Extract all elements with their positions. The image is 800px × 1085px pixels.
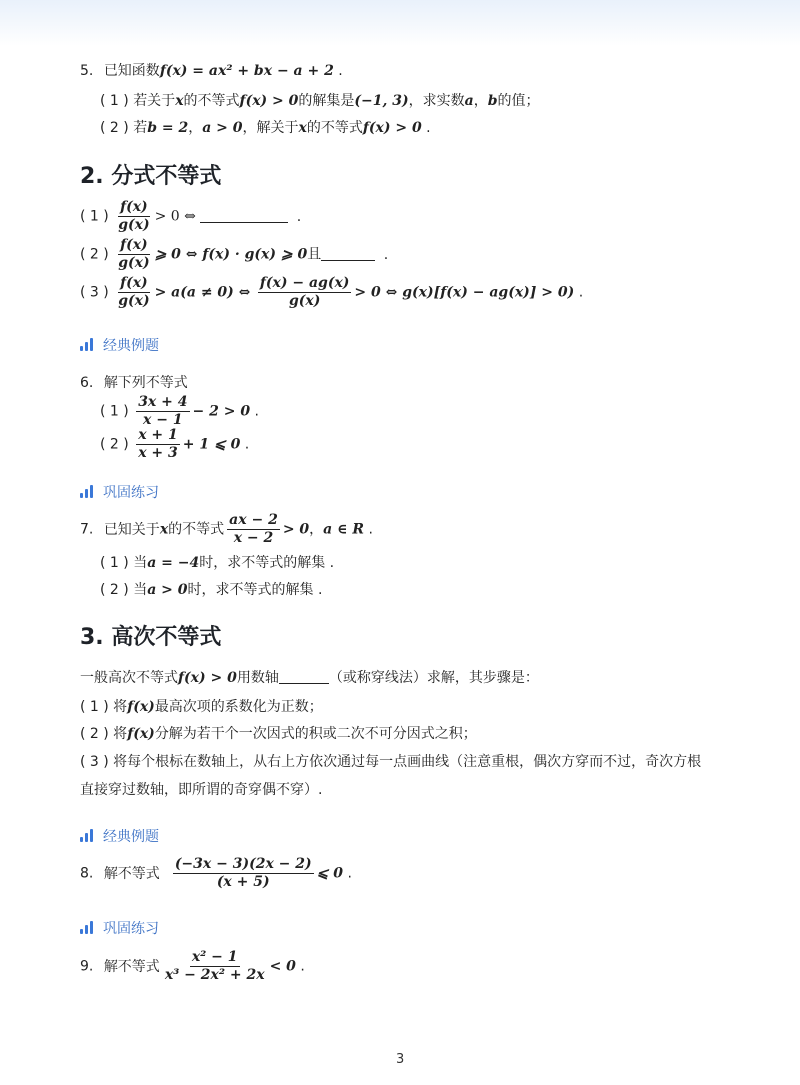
fraction-numerator: f(x) [120,237,148,253]
question-6-part-1 [100,394,259,429]
fraction [116,237,151,272]
text: 时，求不等式的解集 [187,582,314,598]
text: 用数轴 [236,670,279,686]
text: 且 [307,246,322,263]
math-expression: b = 2 [147,120,189,136]
question-number: 6. [80,375,94,391]
math-expression: a ∈ R [323,521,364,538]
question-5-part-2 [100,118,431,138]
punctuation: . [338,63,343,79]
text: 已知关于 [103,521,160,538]
fraction [173,856,314,891]
subheading-label: 经典例题 [103,829,159,845]
answer-blank[interactable] [200,208,288,223]
question-stem: 已知函数 [103,63,160,79]
section-heading-2: 2. 分式不等式 [80,164,222,189]
punctuation: . [317,582,323,598]
text: ， [188,120,203,136]
math-expression: − 2 > 0 [192,403,251,420]
question-8 [80,856,352,891]
part-label: ( 2 ) [100,120,129,136]
fraction [258,275,352,310]
text: 若关于 [133,93,176,109]
question-stem: 解下列不等式 [103,375,188,391]
math-expression: > 0 [282,521,310,538]
subheading-label: 巩固练习 [103,921,159,937]
math-expression: f(x) > 0 [239,93,299,109]
fraction [136,427,180,462]
text: （或称穿线法）求解，其步骤是： [328,670,539,686]
question-number: 5. [80,63,94,79]
math-expression: f(x) = ax² + bx − a + 2 [159,63,334,79]
fraction-denominator: g(x) [118,217,150,233]
rule-label: ( 2 ) [80,246,109,263]
part-label: ( 2 ) [100,582,129,598]
question-7-part-1 [100,553,334,573]
fraction-numerator: f(x) [120,199,148,215]
fraction-denominator: g(x) [118,255,150,271]
question-5-part-1 [100,91,539,111]
text: 一般高次不等式 [80,670,178,686]
subheading-label: 巩固练习 [103,485,159,501]
punctuation: . [300,958,305,975]
question-5 [80,61,343,81]
question-number: 7. [80,521,94,538]
bar-chart-icon [80,337,96,351]
answer-blank[interactable] [321,246,375,261]
math-var: a [464,93,474,109]
math-expression: ⩽ 0 [316,865,344,882]
text: 的不等式 [306,120,363,136]
step-3-line-2: 直接穿过数轴，即所谓的奇穿偶不穿）. [80,782,323,798]
math-expression: a > 0 [202,120,243,136]
text: 分解为若干个一次因式的积或二次不可分因式之积； [154,726,477,742]
question-stem: 解不等式 [103,958,160,975]
subheading-classic-examples [80,336,159,356]
fraction-denominator: (x + 5) [216,874,270,890]
subheading-practice [80,919,159,939]
text: 当 [133,555,148,571]
question-9 [80,949,305,984]
math-expression: + 1 ⩽ 0 [182,436,241,453]
fraction-denominator: x + 3 [138,445,178,461]
section-heading-3: 3. 高次不等式 [80,625,222,650]
fraction-numerator: 3x + 4 [138,394,188,410]
part-label: ( 1 ) [100,555,129,571]
text: ( 1 ) 将 [80,699,128,715]
answer-blank[interactable] [279,669,329,684]
math-expression: > 0 ⇔ [154,208,196,225]
subheading-practice [80,483,159,503]
text: 的解集是 [298,93,355,109]
fraction-numerator: x² − 1 [191,949,238,965]
text: ， [473,93,488,109]
question-6-part-2 [100,427,249,462]
step-2 [80,724,477,744]
header-band [0,0,800,46]
part-label: ( 1 ) [100,93,129,109]
rule-label: ( 1 ) [80,208,109,225]
fraction-denominator: x − 1 [143,412,183,428]
math-expression: f(x) [127,726,155,742]
punctuation: . [578,284,584,301]
text: ，求实数 [408,93,465,109]
math-expression: f(x) > 0 [362,120,422,136]
rule-2 [80,237,388,272]
fraction-numerator: f(x) [120,275,148,291]
part-label: ( 2 ) [100,436,129,453]
fraction [163,949,267,984]
fraction-numerator: (−3x − 3)(2x − 2) [174,856,312,872]
question-stem: 解不等式 [103,865,160,882]
text: 的不等式 [183,93,240,109]
page-number: 3 [396,1052,405,1067]
fraction-numerator: f(x) − ag(x) [259,275,350,291]
math-expression: f(x) > 0 [178,670,237,686]
math-interval: (−1, 3) [354,93,409,109]
step-3-line-1: ( 3 ) 将每个根标在数轴上，从右上方依次通过每一点画曲线（注意重根，偶次方穿而不过，奇次方根 [80,754,702,770]
text: 当 [133,582,148,598]
fraction-denominator: g(x) [118,293,150,309]
math-var: x [159,521,169,538]
math-expression: f(x) [127,699,155,715]
punctuation: . [347,865,352,882]
bar-chart-icon [80,828,96,842]
punctuation: . [329,555,335,571]
math-expression: > 0 ⇔ g(x)[f(x) − ag(x)] > 0) [354,284,575,301]
math-expression: > a(a ≠ 0) ⇔ [154,284,251,301]
text: ( 2 ) 将 [80,726,128,742]
punctuation: . [296,208,302,225]
fraction-denominator: g(x) [288,293,321,309]
text: 最高次项的系数化为正数； [154,699,323,715]
fraction-denominator: x³ − 2x² + 2x [164,967,265,983]
question-7 [80,512,373,547]
question-number: 8. [80,865,94,882]
math-expression: ⩾ 0 ⇔ f(x) · g(x) ⩾ 0 [154,246,308,263]
math-expression: < 0 [269,958,296,975]
bar-chart-icon [80,484,96,498]
section-3-intro [80,668,539,688]
fraction [227,512,280,547]
math-expression: a = −4 [147,555,200,571]
rule-1 [80,199,301,234]
punctuation: . [383,246,389,263]
question-7-part-2 [100,580,322,600]
bar-chart-icon [80,920,96,934]
fraction-numerator: x + 1 [138,427,178,443]
math-var: x [298,120,307,136]
rule-3 [80,275,583,310]
fraction [136,394,189,429]
punctuation: . [368,521,373,538]
text: 若 [133,120,148,136]
math-var: b [487,93,498,109]
text: 时，求不等式的解集 [199,555,326,571]
math-expression: a > 0 [147,582,188,598]
question-number: 9. [80,958,94,975]
part-label: ( 1 ) [100,403,129,420]
subheading-classic-examples [80,827,159,847]
step-1 [80,697,323,717]
text: 的值； [497,93,540,109]
punctuation: . [254,403,259,420]
text: ，解关于 [242,120,299,136]
punctuation: . [244,436,250,453]
fraction [116,275,151,310]
question-6 [80,373,188,393]
math-var: x [175,93,184,109]
text: ， [309,521,324,538]
subheading-label: 经典例题 [103,338,159,354]
fraction [116,199,151,234]
punctuation: . [426,120,431,136]
rule-label: ( 3 ) [80,284,109,301]
fraction-denominator: x − 2 [233,530,274,546]
fraction-numerator: ax − 2 [229,512,278,528]
text: 的不等式 [168,521,225,538]
